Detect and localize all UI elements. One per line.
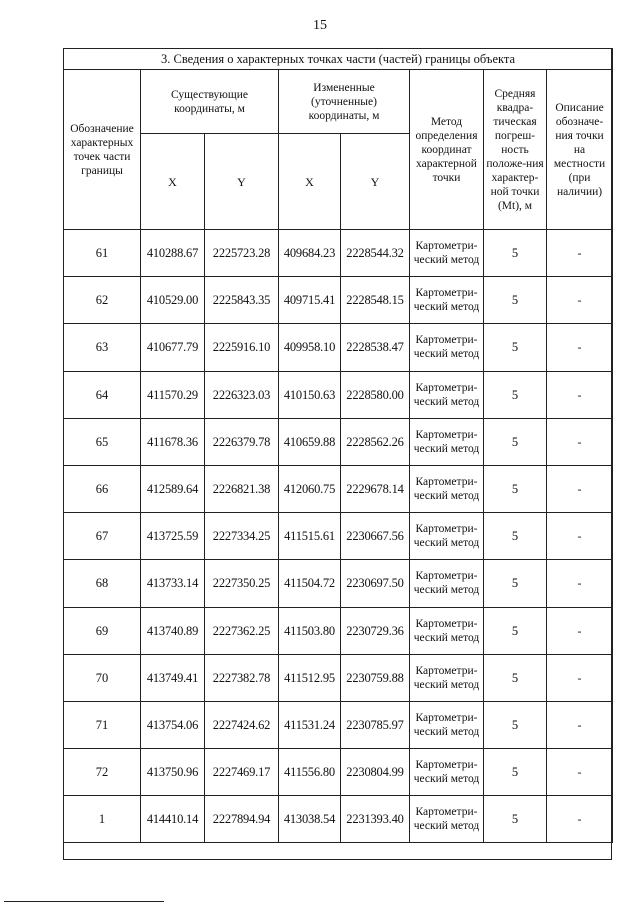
existing-x-cell: 413733.14	[141, 560, 205, 607]
table-footer-row	[64, 843, 613, 857]
point-id-cell: 67	[64, 513, 141, 560]
point-id-cell: 1	[64, 796, 141, 843]
method-cell: Картометри-ческий метод	[410, 371, 484, 418]
existing-y-cell: 2227334.25	[205, 513, 279, 560]
changed-x-cell: 411503.80	[279, 607, 341, 654]
changed-x-cell: 411556.80	[279, 749, 341, 796]
existing-x-cell: 410529.00	[141, 277, 205, 324]
description-cell: -	[547, 371, 613, 418]
accuracy-cell: 5	[484, 607, 547, 654]
accuracy-cell: 5	[484, 324, 547, 371]
footnote-divider	[4, 901, 164, 902]
description-cell: -	[547, 560, 613, 607]
accuracy-cell: 5	[484, 560, 547, 607]
method-cell: Картометри-ческий метод	[410, 418, 484, 465]
existing-x-cell: 411570.29	[141, 371, 205, 418]
existing-x-cell: 413750.96	[141, 749, 205, 796]
point-id-cell: 66	[64, 465, 141, 512]
existing-y-cell: 2225916.10	[205, 324, 279, 371]
point-id-cell: 63	[64, 324, 141, 371]
description-cell: -	[547, 796, 613, 843]
accuracy-cell: 5	[484, 796, 547, 843]
changed-y-cell: 2228580.00	[341, 371, 410, 418]
point-id-cell: 71	[64, 701, 141, 748]
point-id-cell: 69	[64, 607, 141, 654]
existing-y-cell: 2227350.25	[205, 560, 279, 607]
table-row	[64, 701, 613, 748]
changed-x-cell: 412060.75	[279, 465, 341, 512]
changed-y-cell: 2230667.56	[341, 513, 410, 560]
point-id-cell: 70	[64, 654, 141, 701]
changed-y-cell: 2231393.40	[341, 796, 410, 843]
method-cell: Картометри-ческий метод	[410, 701, 484, 748]
point-id-cell: 72	[64, 749, 141, 796]
header-changed: Измененные (уточненные) координаты, м	[279, 70, 410, 134]
changed-y-cell: 2228562.26	[341, 418, 410, 465]
existing-y-cell: 2225843.35	[205, 277, 279, 324]
point-id-cell: 65	[64, 418, 141, 465]
description-cell: -	[547, 465, 613, 512]
method-cell: Картометри-ческий метод	[410, 277, 484, 324]
description-cell: -	[547, 418, 613, 465]
accuracy-cell: 5	[484, 749, 547, 796]
existing-y-cell: 2227894.94	[205, 796, 279, 843]
description-cell: -	[547, 277, 613, 324]
table-row	[64, 371, 613, 418]
changed-y-cell: 2230697.50	[341, 560, 410, 607]
point-id-cell: 62	[64, 277, 141, 324]
existing-x-cell: 410288.67	[141, 230, 205, 277]
existing-y-cell: 2226379.78	[205, 418, 279, 465]
table-row	[64, 607, 613, 654]
description-cell: -	[547, 701, 613, 748]
header-existing-x: X	[141, 134, 205, 230]
method-cell: Картометри-ческий метод	[410, 607, 484, 654]
existing-x-cell: 412589.64	[141, 465, 205, 512]
accuracy-cell: 5	[484, 513, 547, 560]
accuracy-cell: 5	[484, 277, 547, 324]
header-existing-y: Y	[205, 134, 279, 230]
header-method: Метод определения координат характерной точки	[410, 70, 484, 230]
existing-x-cell: 413740.89	[141, 607, 205, 654]
method-cell: Картометри-ческий метод	[410, 513, 484, 560]
table-row	[64, 230, 613, 277]
point-id-cell: 68	[64, 560, 141, 607]
header-point-id: Обозначение характерных точек части границы	[64, 70, 141, 230]
description-cell: -	[547, 324, 613, 371]
description-cell: -	[547, 607, 613, 654]
table-row	[64, 560, 613, 607]
table-row	[64, 465, 613, 512]
method-cell: Картометри-ческий метод	[410, 796, 484, 843]
existing-x-cell: 413725.59	[141, 513, 205, 560]
changed-x-cell: 411512.95	[279, 654, 341, 701]
existing-x-cell: 414410.14	[141, 796, 205, 843]
changed-x-cell: 410150.63	[279, 371, 341, 418]
existing-y-cell: 2227424.62	[205, 701, 279, 748]
table-body	[64, 230, 613, 843]
header-description: Описание обозначе-ния точки на местности (при наличии)	[547, 70, 613, 230]
existing-x-cell: 413754.06	[141, 701, 205, 748]
method-cell: Картометри-ческий метод	[410, 560, 484, 607]
table-row	[64, 324, 613, 371]
header-changed-y: Y	[341, 134, 410, 230]
method-cell: Картометри-ческий метод	[410, 749, 484, 796]
changed-y-cell: 2230759.88	[341, 654, 410, 701]
existing-y-cell: 2226821.38	[205, 465, 279, 512]
existing-y-cell: 2227469.17	[205, 749, 279, 796]
table-row	[64, 654, 613, 701]
method-cell: Картометри-ческий метод	[410, 324, 484, 371]
changed-x-cell: 409715.41	[279, 277, 341, 324]
existing-y-cell: 2225723.28	[205, 230, 279, 277]
table-row	[64, 513, 613, 560]
header-changed-x: X	[279, 134, 341, 230]
description-cell: -	[547, 230, 613, 277]
accuracy-cell: 5	[484, 418, 547, 465]
changed-y-cell: 2230729.36	[341, 607, 410, 654]
accuracy-cell: 5	[484, 654, 547, 701]
changed-y-cell: 2229678.14	[341, 465, 410, 512]
accuracy-cell: 5	[484, 701, 547, 748]
table-row	[64, 418, 613, 465]
changed-y-cell: 2230785.97	[341, 701, 410, 748]
existing-y-cell: 2227382.78	[205, 654, 279, 701]
point-id-cell: 64	[64, 371, 141, 418]
table-row	[64, 796, 613, 843]
point-id-cell: 61	[64, 230, 141, 277]
page-number: 15	[313, 18, 327, 33]
table-row	[64, 277, 613, 324]
existing-x-cell: 410677.79	[141, 324, 205, 371]
method-cell: Картометри-ческий метод	[410, 654, 484, 701]
accuracy-cell: 5	[484, 371, 547, 418]
description-cell: -	[547, 513, 613, 560]
accuracy-cell: 5	[484, 465, 547, 512]
changed-x-cell: 409958.10	[279, 324, 341, 371]
section-title: 3. Сведения о характерных точках части (частей) границы объекта	[64, 49, 613, 70]
changed-x-cell: 411515.61	[279, 513, 341, 560]
changed-y-cell: 2228538.47	[341, 324, 410, 371]
changed-y-cell: 2228548.15	[341, 277, 410, 324]
existing-y-cell: 2226323.03	[205, 371, 279, 418]
description-cell: -	[547, 749, 613, 796]
description-cell: -	[547, 654, 613, 701]
existing-y-cell: 2227362.25	[205, 607, 279, 654]
existing-x-cell: 413749.41	[141, 654, 205, 701]
table-row	[64, 749, 613, 796]
method-cell: Картометри-ческий метод	[410, 465, 484, 512]
accuracy-cell: 5	[484, 230, 547, 277]
changed-x-cell: 410659.88	[279, 418, 341, 465]
header-accuracy: Средняя квадра-тическая погреш-ность положе-ния характер-ной точки (Mt), м	[484, 70, 547, 230]
changed-y-cell: 2228544.32	[341, 230, 410, 277]
method-cell: Картометри-ческий метод	[410, 230, 484, 277]
header-existing: Существующие координаты, м	[141, 70, 279, 134]
changed-y-cell: 2230804.99	[341, 749, 410, 796]
changed-x-cell: 411531.24	[279, 701, 341, 748]
existing-x-cell: 411678.36	[141, 418, 205, 465]
changed-x-cell: 411504.72	[279, 560, 341, 607]
changed-x-cell: 409684.23	[279, 230, 341, 277]
coordinates-table	[63, 48, 613, 857]
changed-x-cell: 413038.54	[279, 796, 341, 843]
